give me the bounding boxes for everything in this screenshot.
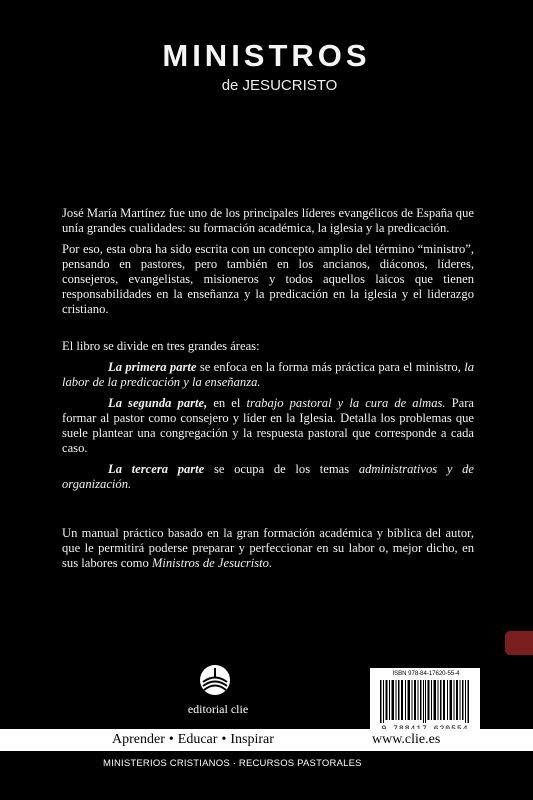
isbn-number: ISBN 978-84-17620-55-4 bbox=[392, 671, 460, 677]
tagline-learn: Aprender bbox=[112, 732, 165, 747]
part-two-italic: trabajo pastoral y la cura de almas. bbox=[246, 396, 446, 410]
part-three-italic: administrativos y de organización. bbox=[62, 462, 474, 491]
part-one bbox=[62, 360, 474, 390]
part-two-text: en el bbox=[207, 396, 247, 410]
part-two-text-2: Para formar al pastor como consejero y líder en la Iglesia. Detalla los problemas que suele plantear una congregación y la respuesta pastoral que corresponde a cada caso. bbox=[62, 396, 474, 455]
part-one-italic: la labor de la predicación y la enseñanza. bbox=[62, 360, 475, 389]
paragraph-structure-intro: El libro se divide en tres grandes áreas: bbox=[62, 339, 260, 353]
closing-italic: Ministros de Jesucristo. bbox=[151, 556, 273, 570]
spine-tab-marker bbox=[505, 631, 533, 655]
paragraph-closing bbox=[62, 526, 474, 571]
part-two bbox=[62, 396, 474, 456]
publisher-logo-icon bbox=[195, 663, 235, 699]
publisher-name: editorial clie bbox=[187, 702, 249, 716]
tagline-dot: • bbox=[168, 732, 174, 747]
closing-text: Un manual práctico basado en la gran formación académica y bíblica del autor, que le permitirá poderse preparar y perfeccionar en su labor o, mejor dicho, en sus labores como bbox=[62, 526, 474, 570]
part-three-text: se ocupa de los temas bbox=[204, 462, 359, 476]
paragraph-scope: Por eso, esta obra ha sido escrita con un concepto amplio del término “ministro”, pensando en pastores, pero también en los ancianos, diáconos, líderes, consejeros, evangelistas, misioneros y todos aquellos laicos que tienen responsabilidades en la enseñanza y la predicación en la iglesia y el liderazgo cristiano. bbox=[62, 242, 474, 316]
tagline-dot: • bbox=[221, 732, 227, 747]
part-two-title: La segunda parte, bbox=[108, 396, 208, 410]
isbn-barcode bbox=[370, 668, 480, 736]
synopsis bbox=[62, 206, 474, 571]
part-one-title: La primera parte bbox=[108, 360, 197, 374]
paragraph-author: José María Martínez fue uno de los principales líderes evangélicos de España que unía grandes cualidades: su formación académica, la iglesia y la predicación. bbox=[62, 206, 474, 235]
tagline-educate: Educar bbox=[177, 732, 218, 747]
publisher-website: www.clie.es bbox=[372, 732, 441, 747]
book-subtitle: de JESUCRISTO bbox=[221, 77, 338, 94]
book-title: MINISTROS bbox=[162, 38, 371, 73]
tagline bbox=[112, 729, 274, 751]
part-three-title: La tercera parte bbox=[108, 462, 205, 476]
part-three bbox=[62, 462, 474, 492]
collection-label: MINISTERIOS CRISTIANOS · RECURSOS PASTORALES bbox=[103, 758, 362, 769]
part-one-text: se enfoca en la forma más práctica para el ministro, bbox=[196, 360, 465, 374]
tagline-inspire: Inspirar bbox=[230, 732, 274, 747]
